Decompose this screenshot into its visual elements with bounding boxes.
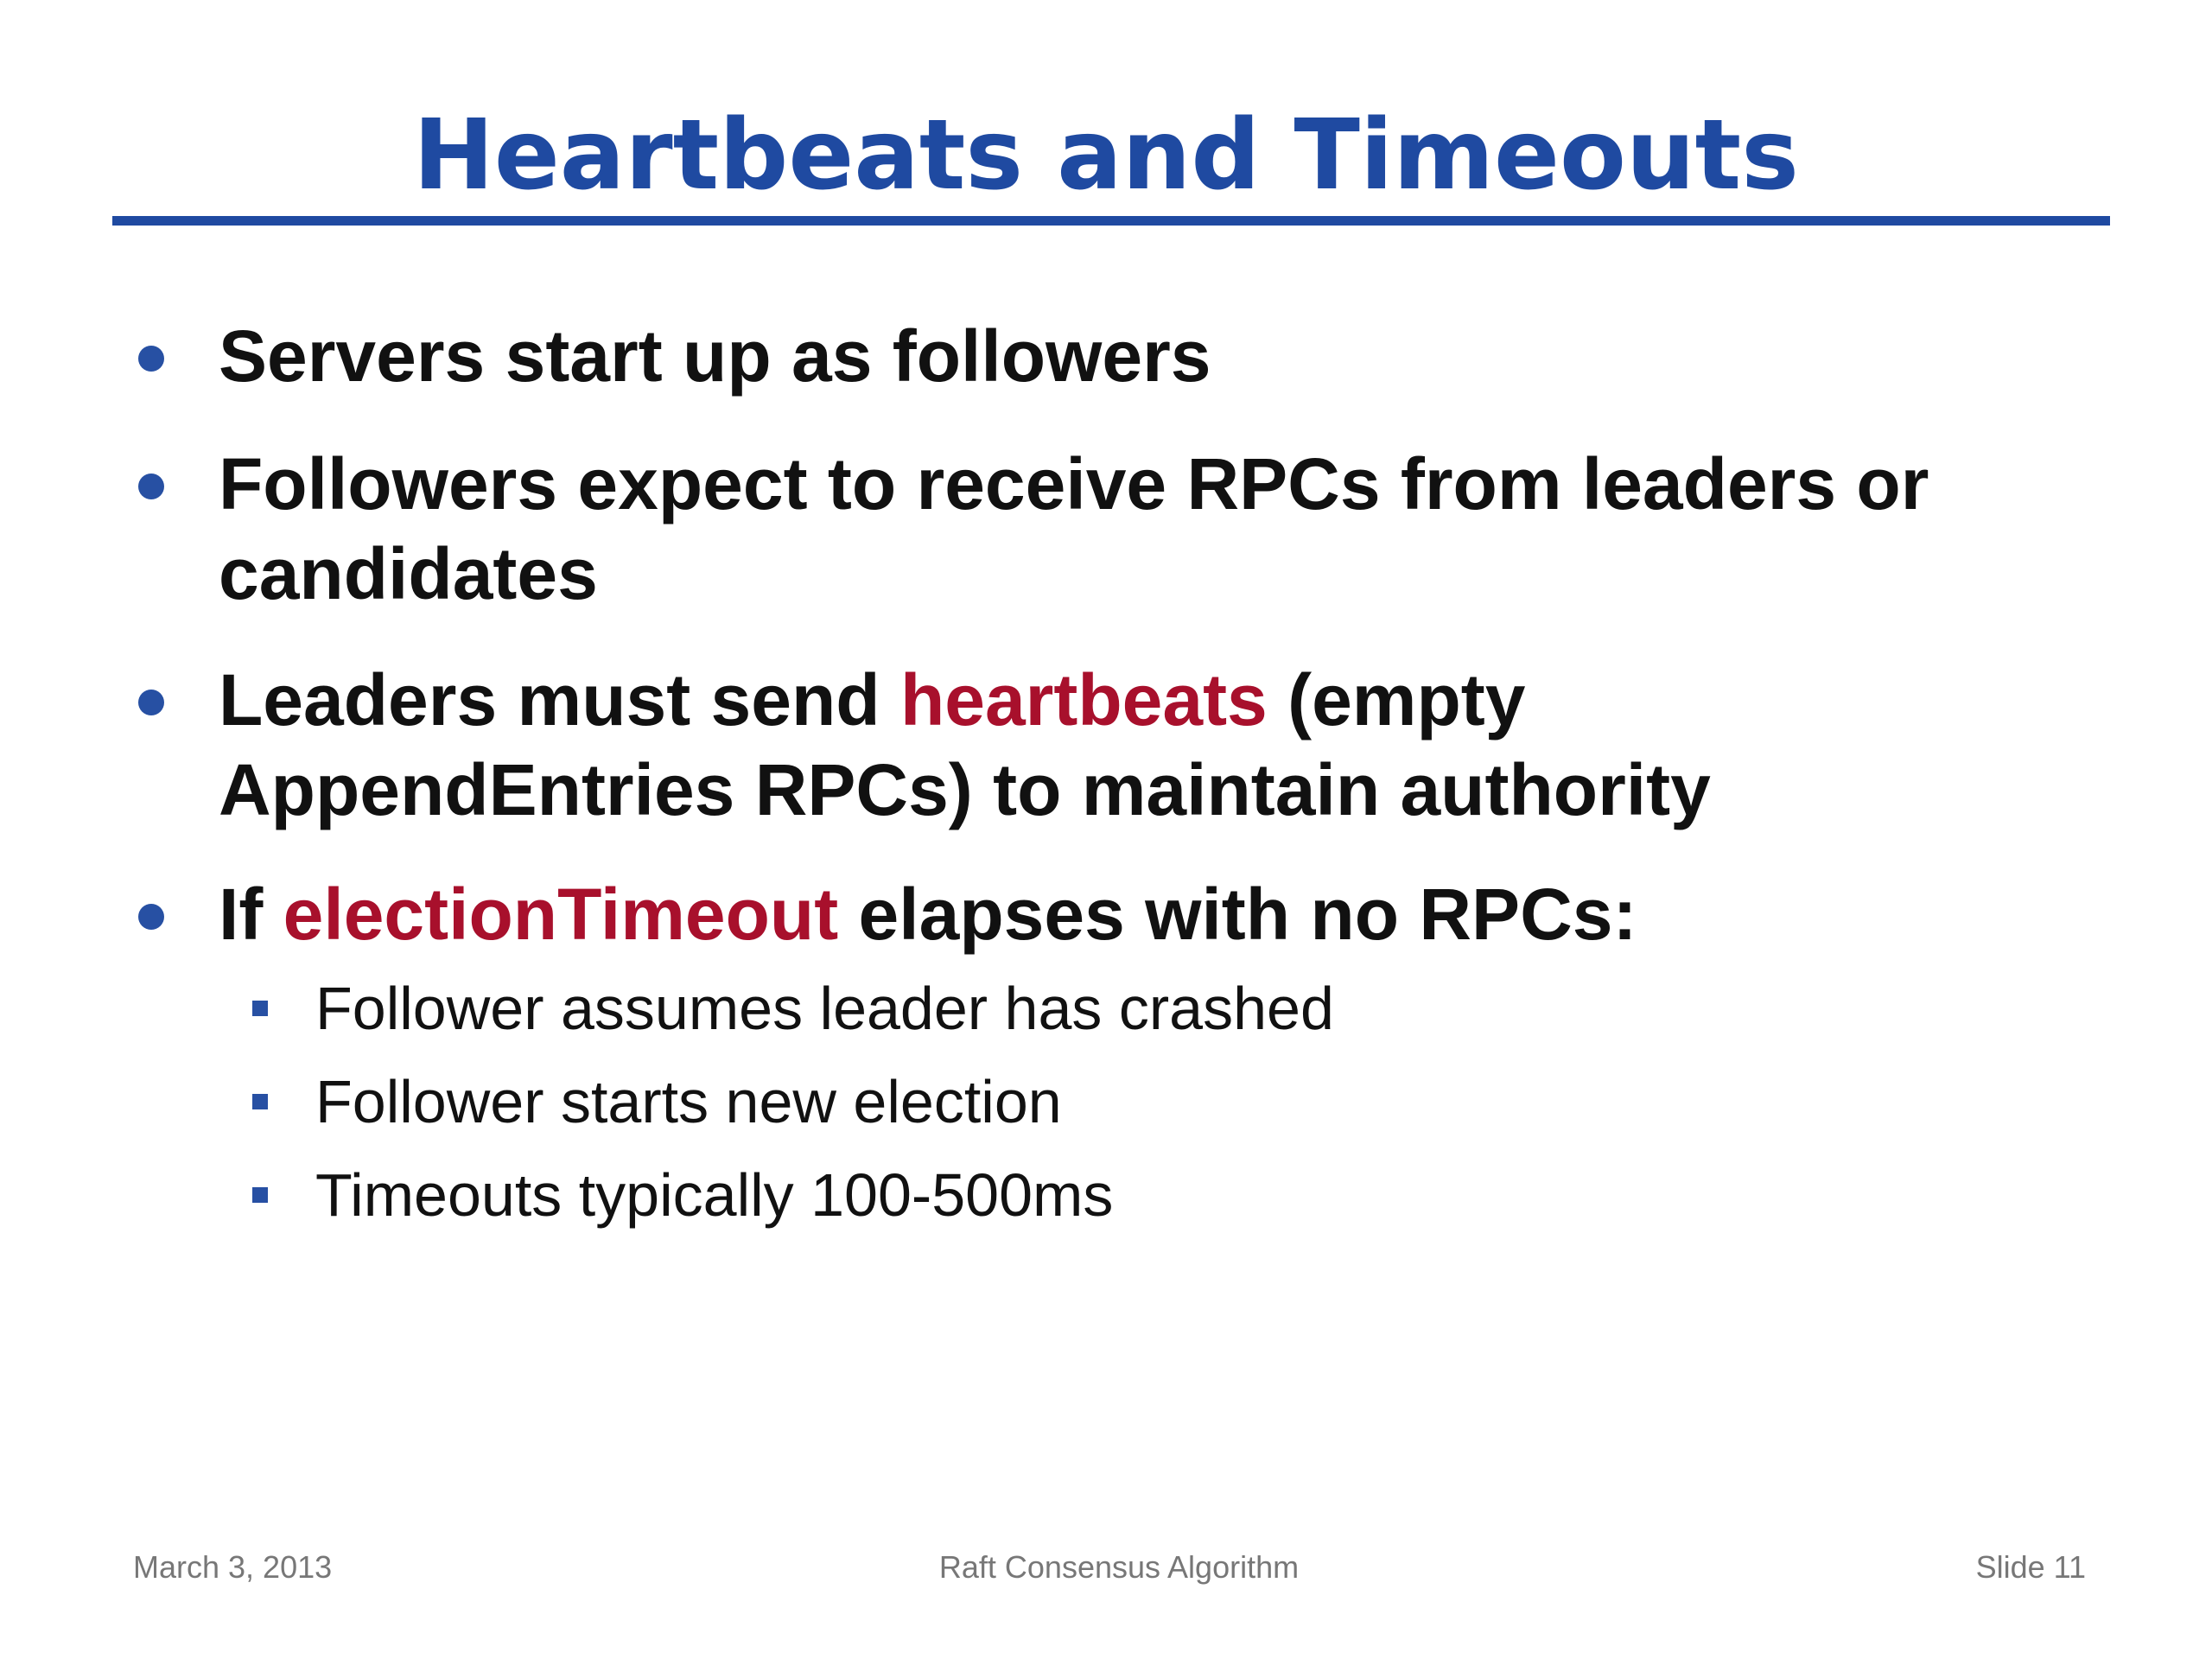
sub-bullet-1-text: Follower assumes leader has crashed (315, 975, 1334, 1042)
bullet-3-highlight: heartbeats (899, 659, 1268, 741)
sub-bullet-square-icon (252, 1001, 268, 1016)
bullet-dot-icon (138, 346, 164, 372)
sub-bullet-2-text: Follower starts new election (315, 1068, 1062, 1135)
bullet-2-text (219, 439, 2120, 619)
bullet-dot-icon (138, 474, 164, 499)
slide-title: Heartbeats and Timeouts (413, 99, 1799, 212)
footer-title: Raft Consensus Algorithm (938, 1549, 1300, 1585)
footer-slide-number: Slide 11 (1975, 1549, 2086, 1585)
bullet-2-line1: Followers expect to receive RPCs from leaders or (219, 443, 1929, 524)
bullet-dot-icon (138, 690, 164, 715)
sub-bullet-3-text: Timeouts typically 100-500ms (315, 1161, 1114, 1229)
bullet-4-highlight: electionTimeout (283, 874, 839, 955)
footer-date: March 3, 2013 (133, 1549, 333, 1585)
bullet-4-post: elapses with no RPCs: (838, 874, 1637, 955)
bullet-3-pre: Leaders must send (219, 659, 900, 741)
bullet-1-text (219, 311, 2120, 401)
bullet-3-line2: AppendEntries RPCs) to maintain authority (219, 749, 1711, 830)
sub-bullet-square-icon (252, 1094, 268, 1109)
bullet-3-post: (empty (1267, 659, 1526, 741)
bullet-3-text (219, 655, 2120, 835)
bullet-2-line2: candidates (219, 533, 598, 614)
bullet-4-pre: If (219, 874, 283, 955)
sub-bullet-square-icon (252, 1187, 268, 1203)
bullet-4-text (219, 869, 2120, 959)
bullet-1-line1: Servers start up as followers (219, 315, 1211, 397)
bullet-dot-icon (138, 904, 164, 930)
